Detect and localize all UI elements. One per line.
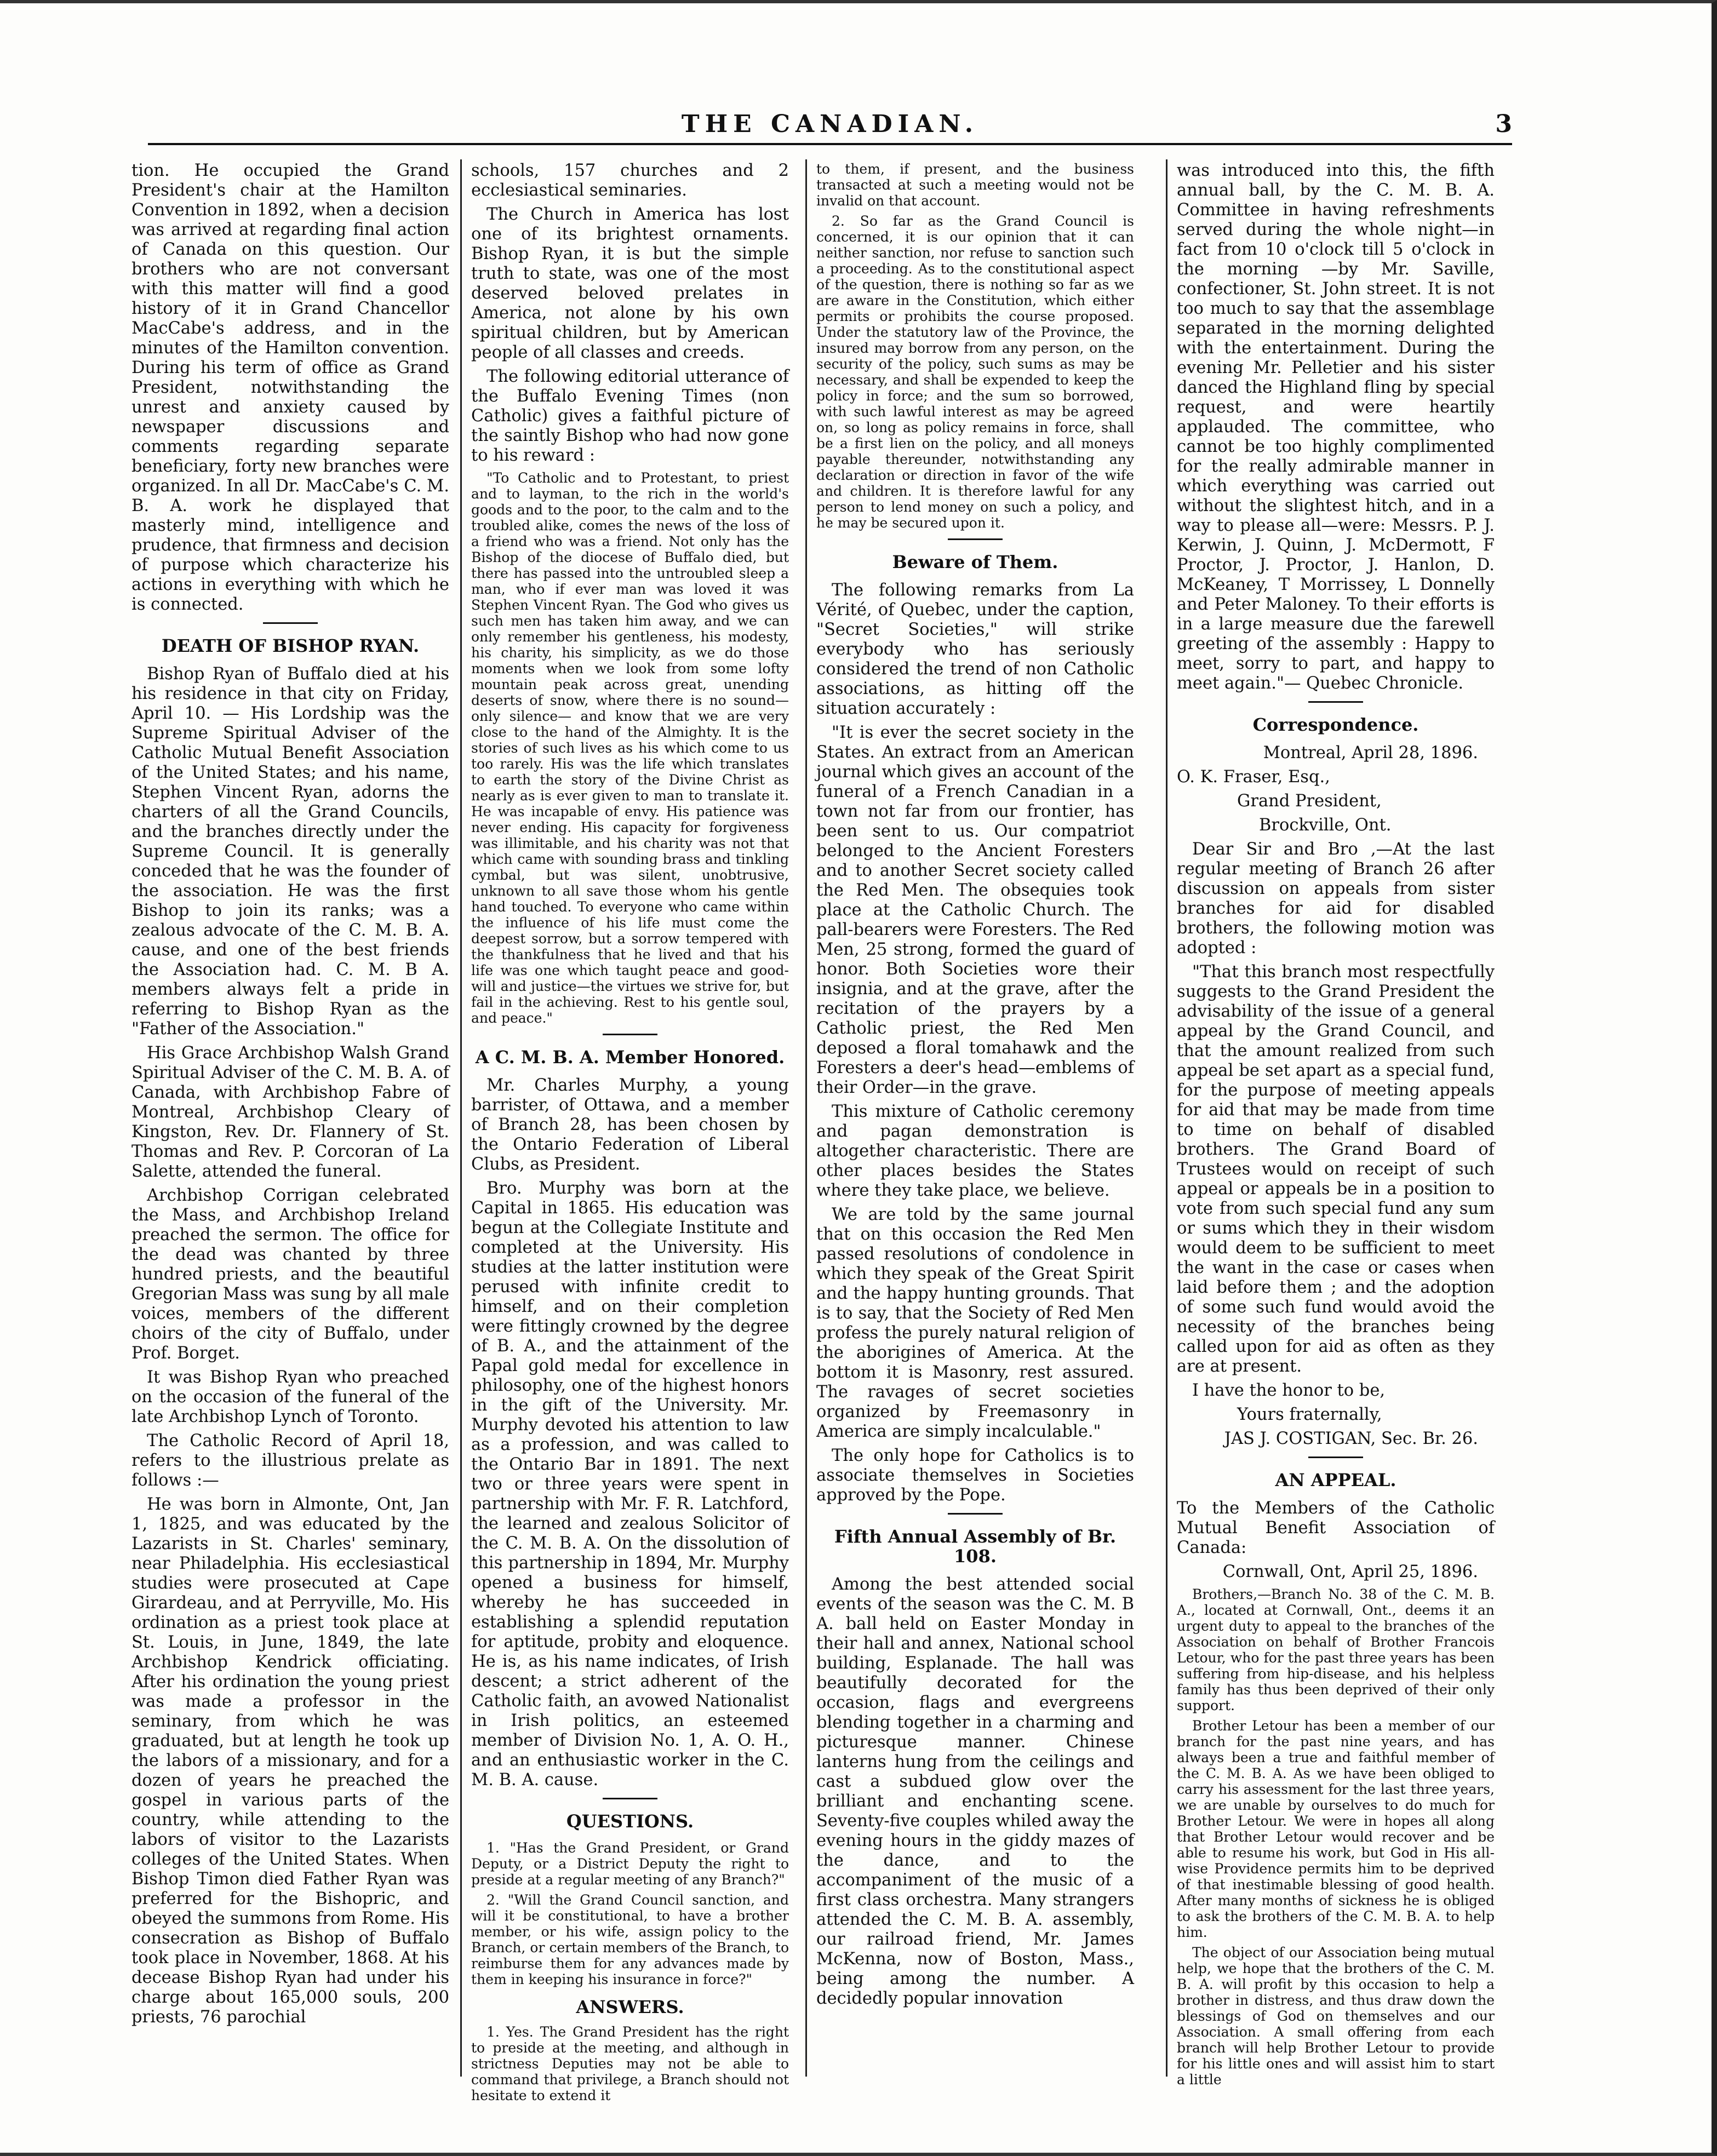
separator — [1308, 1457, 1363, 1458]
appeal-paragraph: Brothers,—Branch No. 38 of the C. M. B. A., located at Cornwall, Ont., deems it an urgent duty to appeal to the branches of the Association on behalf of Brother Francois Letour, who for the past three years has been suffering from hip-disease, and his helpless family has thus been deprived of their only support. — [1177, 1586, 1495, 1713]
appeal-dateline: Cornwall, Ont, April 25, 1896. — [1222, 1562, 1478, 1581]
paragraph: The following remarks from La Vérité, of Quebec, under the caption, "Secret Societies," will strike everybody who has seriously considered the trend of non Catholic associations, as hitting off the situation accurately : — [816, 581, 1134, 718]
heading-questions: QUESTIONS. — [566, 1811, 694, 1832]
paragraph: "It is ever the secret society in the States. An extract from an American journal which gives an account of the funeral of a French Canadian in a town not far from our frontier, has been sent to us. Our compatriot belonged to the Ancient Foresters and to another Secret society called the Red Men. The obsequies took place at the Catholic Church. The pall-bearers were Foresters. The Red Men, 25 strong, formed the guard of honor. Both Societies wore their insignia, and at the grave, after the recitation of the prayers by a Catholic priest, the Red Men deposed a floral tomahawk and the Foresters a deer's head—emblems of their Order—in the grave. — [816, 723, 1134, 1097]
paragraph: The only hope for Catholics is to associate themselves in Societies approved by the Pope. — [816, 1446, 1134, 1505]
heading-beware-of-them: Beware of Them. — [892, 552, 1058, 572]
appeal-addressee: To the Members of the Catholic Mutual Benefit Association of Canada: — [1177, 1499, 1495, 1557]
appeal-paragraph: Brother Letour has been a member of our branch for the past nine years, and has always been a true and faithful member of the C. M. B. A. As we have been obliged to carry his assessment for the last three years, we are unable by ourselves to do much for Brother Letour. We were in hopes all along that Brother Letour would recover and be able to resume his work, but God in His all-wise Providence permits him to be deprived of that inestimable blessing of good health. After many months of sickness he is obliged to ask the brothers of the C. M. B. A. to help him. — [1177, 1718, 1495, 1940]
masthead — [148, 110, 1512, 145]
letter-signature: JAS J. COSTIGAN, Sec. Br. 26. — [1224, 1429, 1478, 1448]
column-3 — [816, 161, 1134, 2073]
paragraph: This mixture of Catholic ceremony and pagan demonstration is altogether characteristic. There are other places besides the States where they take place, we believe. — [816, 1102, 1134, 1200]
letter-dateline: Montreal, April 28, 1896. — [1263, 743, 1478, 762]
letter-body: Dear Sir and Bro ,—At the last regular meeting of Branch 26 after discussion on appeals from sister branches for aid for disabled brothers, the following motion was adopted : — [1177, 840, 1495, 957]
answer: 2. So far as the Grand Council is concerned, it is our opinion that it can neither sanction, nor refuse to sanction such a proceeding. As to the constitutional aspect of the question, there is nothing so far as we are aware in the Constitution, which either permits or prohibits the course proposed. Under the statutory law of the Province, the insured may borrow from any person, on the security of the policy, such sums as may be necessary, and shall be expended to keep the policy in force; and the sum so borrowed, with such lawful interest as may be agreed on, so long as policy remains in force, shall be a first lien on the policy, and all moneys payable thereunder, notwithstanding any declaration or direction in favor of the wife and children. It is therefore lawful for any person to lend money on such a policy, and he may be secured upon it. — [816, 213, 1134, 531]
letter-address: Grand President, — [1237, 792, 1382, 811]
separator — [603, 1034, 657, 1035]
heading-member-honored: A C. M. B. A. Member Honored. — [475, 1047, 785, 1068]
column-divider — [460, 159, 462, 2077]
column-4 — [1177, 161, 1495, 2088]
column-2 — [471, 161, 789, 2103]
paragraph: Bro. Murphy was born at the Capital in 1865. His education was begun at the Collegiate Institute and completed at the University. His studies at the latter institution were perused with infinite credit to himself, and on their completion were fittingly crowned by the degree of B. A., and the attainment of the Papal gold medal for excellence in philosophy, one of the highest honors in the gift of the University. Mr. Murphy devoted his attention to law as a profession, and was called to the Ontario Bar in 1891. The next two or three years were spent in partnership with Mr. F. R. Latchford, the learned and zealous Solicitor of the C. M. B. A. On the dissolution of this partnership in 1894, Mr. Murphy opened a business for himself, whereby he has succeeded in establishing a splendid reputation for aptitude, probity and eloquence. He is, as his name indicates, of Irish descent; a strict adherent of the Catholic faith, an avowed Nationalist in Irish politics, an esteemed member of Division No. 1, A. O. H., and an enthusiastic worker in the C. M. B. A. cause. — [471, 1179, 789, 1790]
paragraph: It was Bishop Ryan who preached on the occasion of the funeral of the late Archbishop Lynch of Toronto. — [131, 1368, 449, 1426]
appeal-paragraph: The object of our Association being mutual help, we hope that the brothers of the C. M. B. A. will profit by this occasion to help a brother in distress, and thus draw down the blessings of God on themselves and our Association. A small offering from each branch will help Brother Letour to provide for his little ones and will assist him to start a little — [1177, 1945, 1495, 2088]
paragraph: The Church in America has lost one of its brightest ornaments. Bishop Ryan, it is but the simple truth to state, was one of the most deserved beloved prelates in America, not alone by his own spiritual children, but by American people of all classes and creeds. — [471, 205, 789, 362]
heading-fifth-annual-assembly: Fifth Annual Assembly of Br. 108. — [834, 1526, 1117, 1567]
paragraph: Mr. Charles Murphy, a young barrister, of Ottawa, and a member of Branch 28, has been chosen by the Ontario Federation of Liberal Clubs, as President. — [471, 1076, 789, 1174]
answer: 1. Yes. The Grand President has the right to preside at the meeting, and although in strictness Deputies may not be able to command that privilege, a Branch should not hesitate to extend it — [471, 2024, 789, 2103]
paragraph: The Catholic Record of April 18, refers to the illustrious prelate as follows :— — [131, 1431, 449, 1490]
answer-continuation: to them, if present, and the business transacted at such a meeting would not be invalid on that account. — [816, 161, 1134, 209]
answers-label: ANSWERS. — [576, 1997, 684, 2017]
heading-correspondence: Correspondence. — [1252, 714, 1419, 735]
heading-an-appeal: AN APPEAL. — [1275, 1470, 1397, 1490]
paragraph: We are told by the same journal that on this occasion the Red Men passed resolutions of condolence in which they speak of the Great Spirit and the happy hunting grounds. That is to say, that the Society of Red Men profess the purely natural religion of the aborigines of America. At the bottom it is Masonry, rest assured. The ravages of secret societies organized by Freemasonry in America are simply incalculable." — [816, 1205, 1134, 1441]
paragraph: His Grace Archbishop Walsh Grand Spiritual Adviser of the C. M. B. A. of Canada, with Archbishop Fabre of Montreal, Archbishop Cleary of Kingston, Rev. Dr. Flannery of St. Thomas and Rev. P. Corcoran of La Salette, attended the funeral. — [131, 1043, 449, 1181]
separator — [948, 538, 1003, 540]
separator — [603, 1798, 657, 1799]
letter-address: Brockville, Ont. — [1259, 816, 1392, 835]
separator — [1308, 701, 1363, 703]
letter-address: O. K. Fraser, Esq., — [1177, 767, 1330, 787]
quoted-editorial: "To Catholic and to Protestant, to priest and to layman, to the rich in the world's goods and to the poor, to the calm and to the troubled alike, comes the news of the loss of a friend who was a friend. Not only has the Bishop of the diocese of Buffalo died, but there has passed into the untroubled sleep a man, who if ever man was loved it was Stephen Vincent Ryan. The God who gives us such men has taken him away, and we can only remember his gentleness, his modesty, his charity, his simplicity, as we do those moments when we look from some lofty mountain peak across great, unending deserts of snow, where there is no sound—only silence— and know that we are very close to the hand of the Almighty. It is the stories of such lives as his which come to us too rarely. His was the life which translates to earth the story of the Divine Christ as nearly as is ever given to man to translate it. He was incapable of envy. His patience was never ending. His capacity for forgiveness was illimitable, and his charity was not that which came with sounding brass and tinkling cymbal, but was silent, unobtrusive, unknown to all save those whom his gentle hand touched. To everyone who came within the influence of his life must come the deepest sorrow, but a sorrow tempered with the thankfulness that he lived and that his life was one which taught peace and good-will and justice—the virtues we strive for, but fail in the achieving. Rest to his gentle soul, and peace." — [471, 470, 789, 1026]
article-continuation: schools, 157 churches and 2 ecclesiastical seminaries. — [471, 161, 789, 200]
page-number: 3 — [1495, 110, 1512, 138]
paragraph: Bishop Ryan of Buffalo died at his his residence in that city on Friday, April 10. — His Lordship was the Supreme Spiritual Adviser of the Catholic Mutual Benefit Association of the United States; and his name, Stephen Vincent Ryan, adorns the charters of all the Grand Councils, and the branches directly under the Supreme Council. It is generally conceded that he was the founder of the association. He was the first Bishop to join its ranks; was a zealous advocate of the C. M. B. A. cause, and one of the best friends the Association had. C. M. B A. members always felt a pride in referring to Bishop Ryan as the "Father of the Association." — [131, 664, 449, 1039]
column-divider — [1166, 159, 1167, 2077]
column-1 — [131, 161, 449, 2073]
letter-closing: Yours fraternally, — [1237, 1405, 1382, 1424]
article-continuation: tion. He occupied the Grand President's chair at the Hamilton Convention in 1892, when a decision was arrived at regarding final action of Canada on this question. Our brothers who are not conversant with this matter will find a good history of it in Grand Chancellor MacCabe's address, and in the minutes of the Hamilton convention. During his term of office as Grand President, notwithstanding the unrest and anxiety caused by newspaper discussions and comments regarding separate beneficiary, forty new branches were organized. In all Dr. MacCabe's C. M. B. A. work he displayed that masterly mind, intelligence and prudence, that firmness and decision of purpose which characterize his actions in everything with which he is connected. — [131, 161, 449, 614]
paragraph: The following editorial utterance of the Buffalo Evening Times (non Catholic) gives a faithful picture of the saintly Bishop who had now gone to his reward : — [471, 367, 789, 465]
article-continuation: was introduced into this, the fifth annual ball, by the C. M. B. A. Committee in having refreshments served during the whole night—in fact from 10 o'clock till 5 o'clock in the morning —by Mr. Saville, confectioner, St. John street. It is not too much to say that the assemblage separated in the morning delighted with the entertainment. During the evening Mr. Pelletier and his sister danced the Highland fling by special request, and were heartily applauded. The committee, who cannot be too highly complimented for the really admirable manner in which everything was carried out without the slightest hitch, and in a way to please all—were: Messrs. P. J. Kerwin, J. Quinn, J. McDermott, F Proctor, J. Proctor, J. Hanlon, D. McKeaney, T Morrissey, L Donnelly and Peter Maloney. To their efforts is in a large measure due the farewell greeting of the assembly : Happy to meet, sorry to part, and happy to meet again."— Quebec Chronicle. — [1177, 161, 1495, 693]
heading-death-of-bishop-ryan: DEATH OF BISHOP RYAN. — [161, 635, 420, 656]
newspaper-title: THE CANADIAN. — [681, 110, 979, 138]
letter-closing: I have the honor to be, — [1192, 1381, 1386, 1400]
separator — [948, 1513, 1003, 1515]
paragraph: Archbishop Corrigan celebrated the Mass, and Archbishop Ireland preached the sermon. The office for the dead was chanted by three hundred priests, and the beautiful Gregorian Mass was sung by all male voices, members of the different choirs of the city of Buffalo, under Prof. Borget. — [131, 1186, 449, 1363]
question: 2. "Will the Grand Council sanction, and will it be constitutional, to have a brother member, or his wife, assign policy to the Branch, or certain members of the Branch, to reimburse them for any advances made by them in keeping his insurance in force?" — [471, 1892, 789, 1987]
paragraph: Among the best attended social events of the season was the C. M. B A. ball held on Easter Monday in their hall and annex, National school building, Esplanade. The hall was beautifully decorated for the occasion, flags and evergreens blending together in a charming and picturesque manner. Chinese lanterns hung from the ceilings and cast a subdued glow over the brilliant and enchanting scene. Seventy-five couples whiled away the evening hours in the giddy mazes of the dance, and to the accompaniment of the music of a first class orchestra. Many strangers attended the C. M. B. A. assembly, our railroad friend, Mr. James McKenna, now of Boston, Mass., being among the number. A decidedly popular innovation — [816, 1575, 1134, 2008]
quoted-passage: He was born in Almonte, Ont, Jan 1, 1825, and was educated by the Lazarists in St. Charles' seminary, near Philadelphia. His ecclesiastical studies were prosecuted at Cape Girardeau, and at Perryville, Mo. His ordination as a priest took place at St. Louis, in June, 1849, the late Archbishop Kendrick officiating. After his ordination the young priest was made a professor in the seminary, from which he was graduated, but at length he took up the labors of a missionary, and for a dozen of years he preached the gospel in various parts of the country, while attending to the labors of visitor to the Lazarists colleges of the United States. When Bishop Timon died Father Ryan was preferred for the Bishopric, and obeyed the summons from Rome. His consecration as Bishop of Buffalo took place in November, 1868. At his decease Bishop Ryan had under his charge about 165,000 souls, 200 priests, 76 parochial — [131, 1495, 449, 2027]
column-divider — [805, 159, 807, 2077]
question: 1. "Has the Grand President, or Grand Deputy, or a District Deputy the right to preside at a regular meeting of any Branch?" — [471, 1840, 789, 1888]
separator — [263, 622, 318, 624]
letter-motion: "That this branch most respectfully suggests to the Grand President the advisability of the issue of a general appeal by the Grand Council, and that the amount realized from such appeal be set apart as a special fund, for the purpose of meeting appeals for aid that may be made from time to time on behalf of disabled brothers. The Grand Board of Trustees would on receipt of such appeal or appeals be in a position to vote from such special fund any sum or sums which they in their wisdom would deem to be sufficient to meet the want in the case or cases when laid before them ; and the adoption of some such fund would avoid the necessity of the branches being called upon for aid as often as they are at present. — [1177, 962, 1495, 1376]
